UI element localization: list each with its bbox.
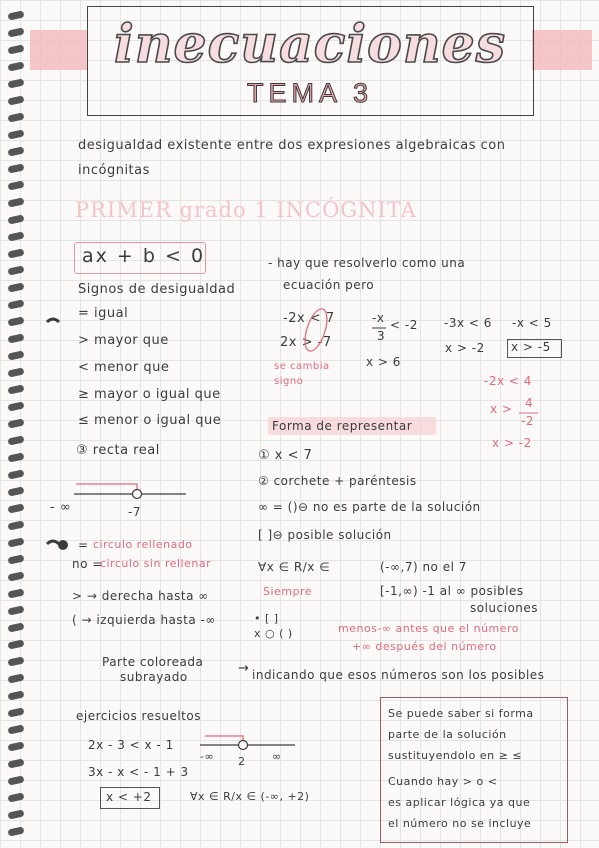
recta-real-point: -7	[128, 505, 141, 519]
example-2-result: x > 6	[366, 355, 401, 369]
exercise-line-point: 2	[238, 755, 246, 768]
pink-note-line-2: +∞ después del número	[352, 640, 497, 653]
general-form: ax + b < 0	[82, 245, 206, 267]
flip-note-line-1: se cambia	[274, 361, 330, 372]
recta-real-range	[76, 484, 137, 494]
bullet-paren: x ○ ( )	[254, 627, 293, 640]
example-4: -x < 5	[512, 316, 552, 330]
sign-item-less-equal: ≤ menor o igual que	[78, 413, 222, 428]
exercise-open-circle	[239, 741, 248, 750]
exercise-line-1: 2x - 3 < x - 1	[88, 738, 174, 752]
representar-heading: Forma de representar	[272, 419, 413, 433]
signs-heading: Signos de desigualdad	[78, 282, 236, 297]
recta-real-open-circle	[133, 490, 142, 499]
page-subtitle: TEMA 3	[246, 78, 374, 108]
exercise-line-minus-infinity: -∞	[200, 750, 215, 763]
empty-circle-text: circulo sin rellenar	[100, 557, 212, 570]
direction-right: > → derecha hasta ∞	[72, 589, 209, 603]
colored-line-2: subrayado	[120, 670, 188, 684]
example-5: -2x < 4	[484, 374, 532, 388]
recta-real-minus-infinity: - ∞	[50, 500, 72, 515]
example-2-numerator: -x	[372, 311, 385, 325]
filled-circle-text: circulo rellenado	[93, 538, 193, 551]
flip-note-line-2: signo	[274, 376, 304, 387]
interval-2: [-1,∞) -1 al ∞ posibles	[380, 584, 524, 598]
example-5-result: x > -2	[492, 436, 532, 450]
interval-2-continued: soluciones	[470, 601, 539, 615]
filled-circle-label: =	[78, 538, 89, 552]
example-2-denominator: 3	[377, 329, 386, 343]
final-note-line-3: sustituyendolo en ≥ ≤	[388, 749, 522, 762]
example-5-step: x >	[490, 402, 513, 416]
example-5-denominator: -2	[521, 414, 534, 428]
colored-description: indicando que esos números son los posibles	[252, 668, 545, 682]
exercise-set-answer: ∀x ∈ R/x ∈ (-∞, +2)	[190, 790, 310, 803]
resolve-note-line-2: ecuación pero	[283, 278, 375, 292]
set-notation: ∀x ∈ R/x ∈	[258, 560, 331, 574]
exercise-line-2: 3x - x < - 1 + 3	[88, 765, 189, 779]
interval-1: (-∞,7) no el 7	[380, 560, 467, 574]
representar-item-2: ② corchete + paréntesis	[258, 474, 417, 488]
colored-arrow: →	[238, 661, 250, 676]
resolve-note-line-1: - hay que resolverlo como una	[268, 256, 466, 270]
example-3: -3x < 6	[444, 316, 492, 330]
example-2-rest: < -2	[390, 318, 418, 332]
example-5-numerator: 4	[525, 396, 534, 410]
representar-item-1: ① x < 7	[258, 448, 313, 463]
infinity-note: ∞ = ()⊖ no es parte de la solución	[258, 500, 481, 514]
exercise-range	[205, 736, 243, 745]
sign-item-less: < menor que	[78, 360, 170, 375]
example-4-result: x > -5	[511, 340, 551, 354]
bracket-note: [ ]⊖ posible solución	[258, 528, 392, 542]
page-title: inecuaciones	[113, 14, 507, 75]
sign-item-greater-equal: ≥ mayor o igual que	[78, 387, 221, 402]
final-note-line-2: parte de la solución	[388, 728, 507, 741]
final-note-line-1: Se puede saber si forma	[388, 707, 534, 720]
exercises-heading: ejercicios resueltos	[76, 709, 201, 723]
empty-circle-label: no =	[72, 557, 103, 571]
direction-left: ( → izquierda hasta -∞	[72, 613, 216, 627]
definition-line-2: incógnitas	[78, 163, 150, 178]
siempre-note: Siempre	[263, 585, 313, 598]
colored-line-1: Parte coloreada	[102, 655, 204, 669]
margin-mark-2	[47, 541, 59, 544]
example-1: -2x < 7	[283, 311, 335, 326]
recta-real-label: ③ recta real	[76, 443, 160, 458]
margin-mark-1	[47, 319, 59, 322]
section-heading: PRIMER grado 1 INCÓGNITA	[75, 198, 417, 222]
exercise-line-infinity: ∞	[272, 750, 282, 763]
pink-note-line-1: menos-∞ antes que el número	[338, 622, 520, 635]
example-1-result: 2x > -7	[280, 335, 332, 350]
final-note-line-5: es aplicar lógica ya que	[388, 796, 531, 809]
bullet-bracket: • [ ]	[254, 612, 279, 625]
exercise-result: x < +2	[106, 790, 152, 804]
sign-item-greater: > mayor que	[78, 333, 169, 348]
final-note-line-6: el número no se incluye	[388, 817, 532, 830]
definition-line-1: desigualdad existente entre dos expresiones algebraicas con	[78, 138, 506, 153]
sign-item-equal: = igual	[78, 306, 129, 321]
final-note-line-4: Cuando hay > o <	[388, 775, 498, 788]
flip-sign-circle	[301, 306, 332, 353]
example-3-result: x > -2	[445, 341, 485, 355]
